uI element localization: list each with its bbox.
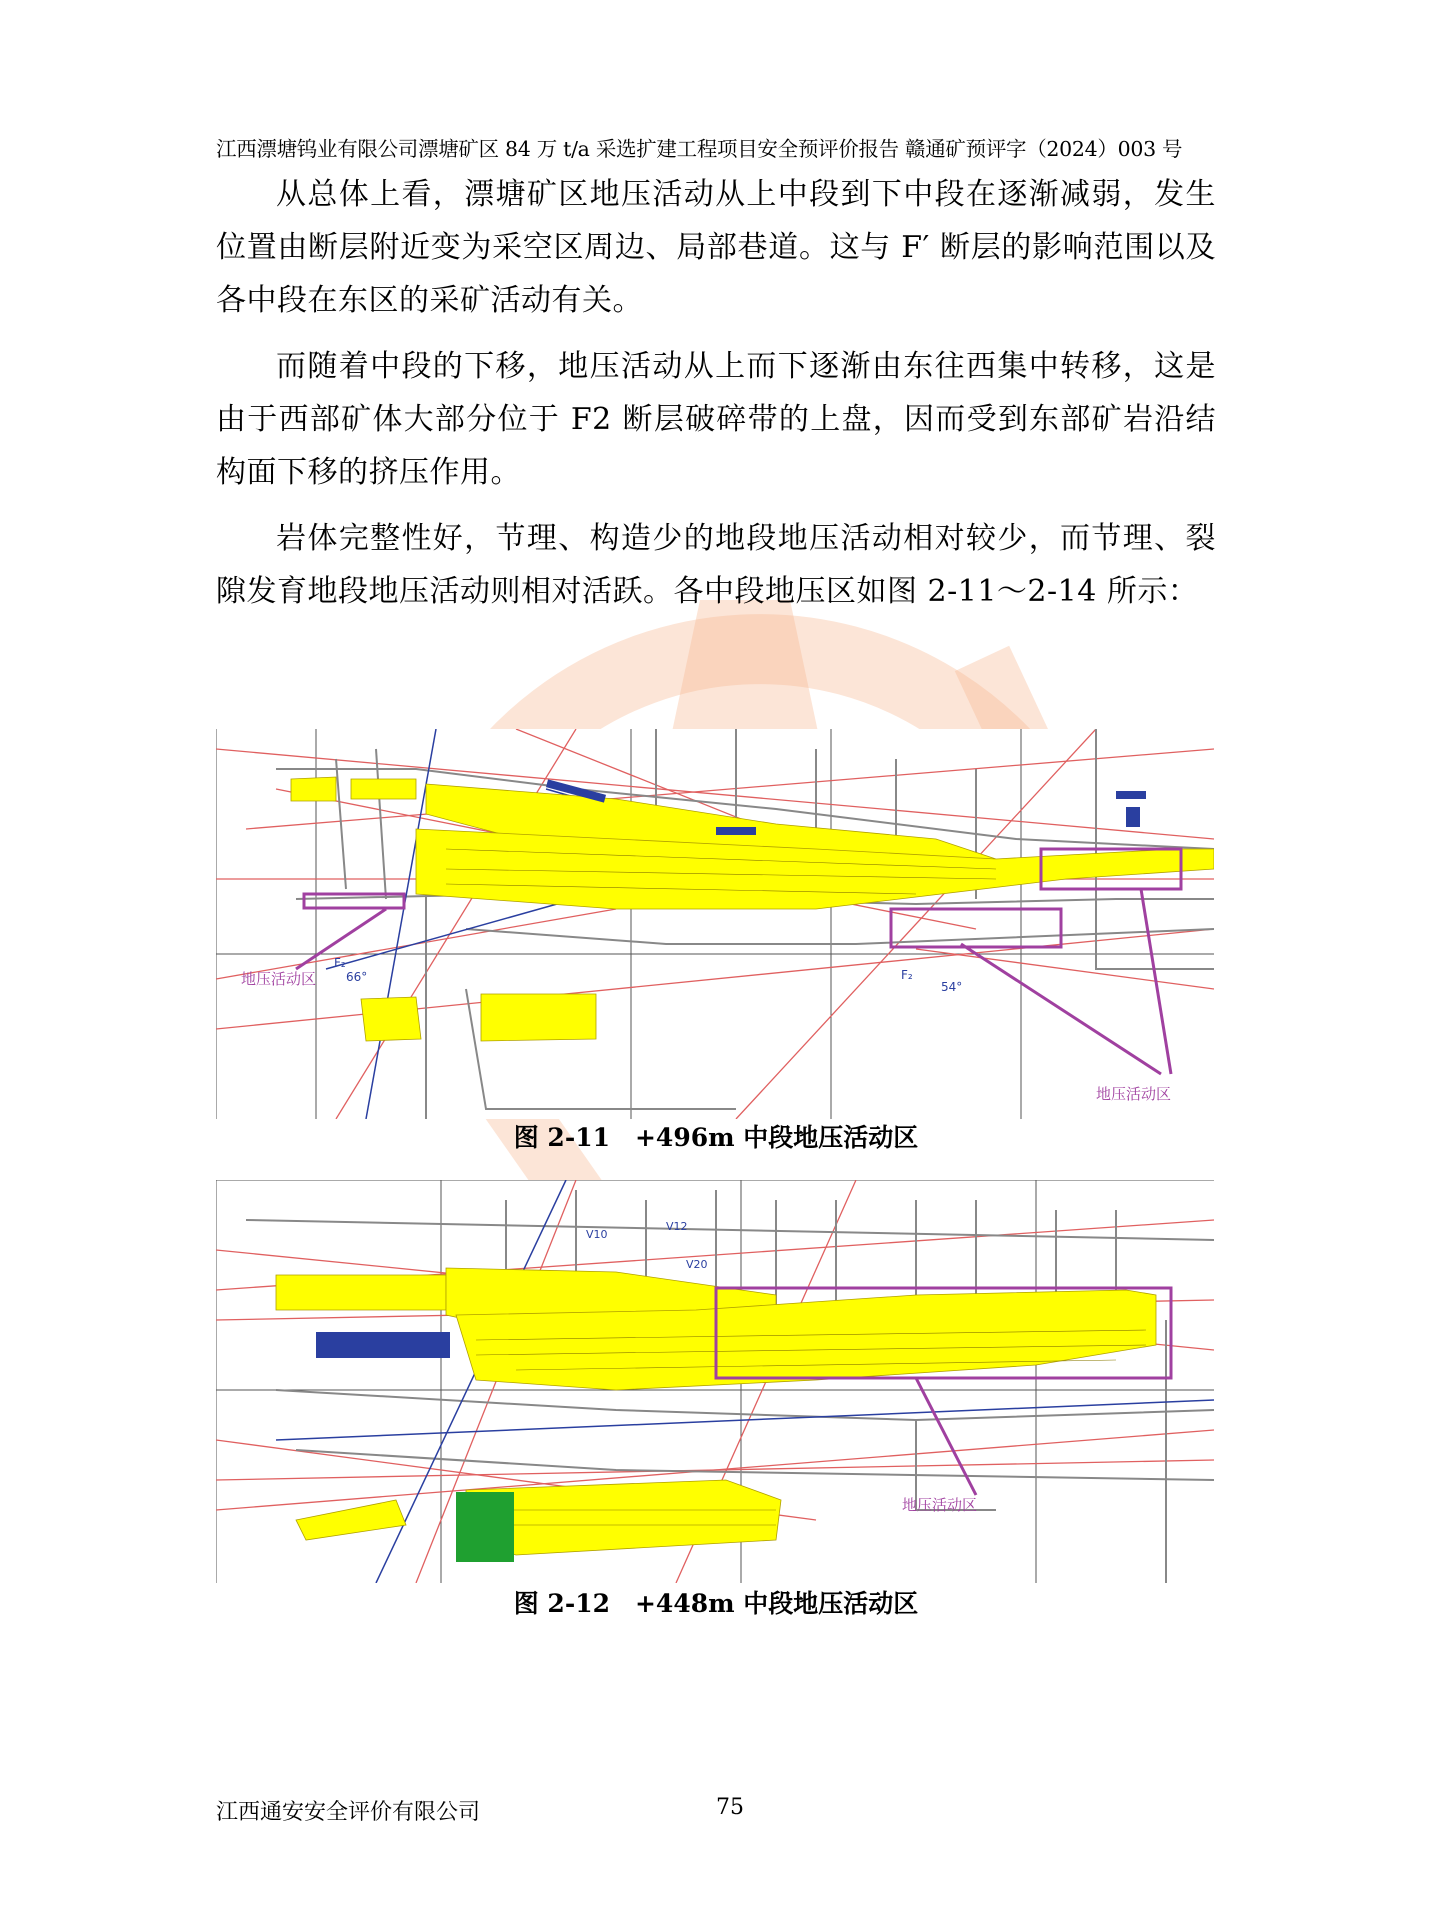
blue-zone xyxy=(316,1332,450,1358)
angle-right: 54° xyxy=(941,980,963,994)
paragraph-1: 从总体上看，漂塘矿区地压活动从上中段到下中段在逐渐减弱，发生位置由断层附近变为采空区周边、局部巷道。这与 F′ 断层的影响范围以及各中段在东区的采矿活动有关。 xyxy=(216,177,1216,318)
page-number: 75 xyxy=(716,1795,744,1820)
body-text xyxy=(216,168,1216,618)
fault-label-b: F₂ xyxy=(901,968,913,982)
label-zone-left: 地压活动区 xyxy=(241,970,317,988)
paragraph-2: 而随着中段的下移，地压活动从上而下逐渐由东往西集中转移，这是由于西部矿体大部分位于 F2 断层破碎带的上盘，因而受到东部矿岩沿结构面下移的挤压作用。 xyxy=(216,349,1216,490)
vein-tag-v20: V20 xyxy=(686,1258,708,1271)
mine-plan-448-svg xyxy=(216,1180,1214,1583)
figure-2-12-map xyxy=(216,1180,1214,1583)
figure-2-11-caption: 图 2-11 +496m 中段地压活动区 xyxy=(513,1123,919,1152)
paragraph-3: 岩体完整性好，节理、构造少的地段地压活动相对较少，而节理、裂隙发育地段地压活动则相对活跃。各中段地压区如图 2-11～2-14 所示： xyxy=(216,521,1216,609)
mine-plan-496-svg xyxy=(216,729,1214,1119)
green-zone xyxy=(456,1492,514,1562)
fault-label-a: F₂ xyxy=(334,956,346,970)
label-zone-right-448: 地压活动区 xyxy=(902,1496,978,1514)
figure-2-11-map xyxy=(216,729,1214,1119)
page-header: 江西漂塘钨业有限公司漂塘矿区 84 万 t/a 采选扩建工程项目安全预评价报告 赣通矿预评字（2024）003 号 xyxy=(216,137,1183,161)
footer-company: 江西通安安全评价有限公司 xyxy=(216,1800,481,1825)
label-zone-right: 地压活动区 xyxy=(1096,1085,1172,1103)
vein-tag-v12: V12 xyxy=(666,1220,688,1233)
figure-2-12-caption: 图 2-12 +448m 中段地压活动区 xyxy=(513,1589,919,1618)
angle-left: 66° xyxy=(346,970,368,984)
vein-tag-v10: V10 xyxy=(586,1228,608,1241)
